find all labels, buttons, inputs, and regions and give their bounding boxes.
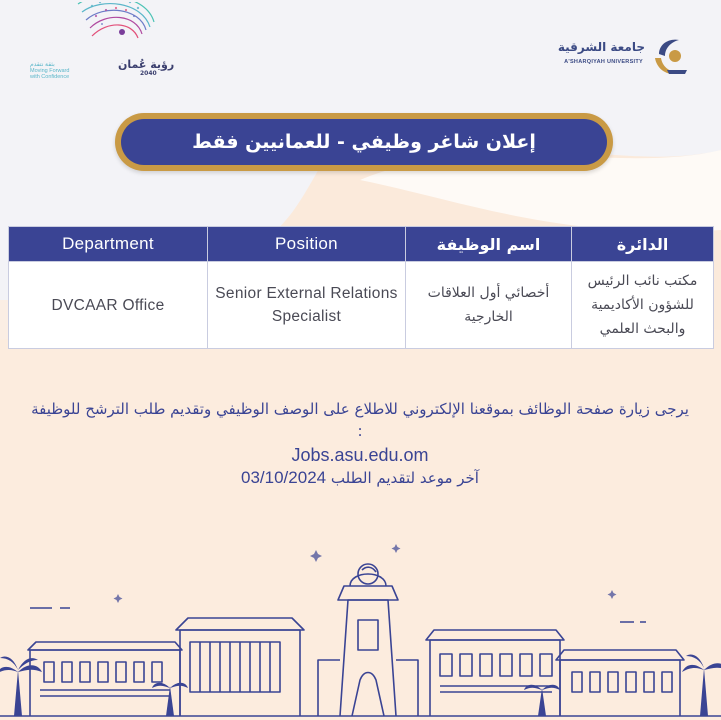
university-logo [555, 34, 695, 82]
deadline-label: آخر موعد لتقديم الطلب [330, 469, 479, 487]
vacancy-banner-title: إعلان شاغر وظيفي - للعمانيين فقط [192, 131, 536, 153]
vacancy-banner-inner [121, 119, 607, 165]
vision-tagline-en-1: Moving Forward [30, 68, 70, 74]
header-department-en: Department [9, 227, 208, 262]
vision-tagline-ar: بثقة نتقدم [30, 62, 55, 68]
vision-name: رؤية عُمان [118, 58, 175, 71]
campus-skyline-illustration [0, 530, 721, 720]
table-header-row [9, 227, 714, 262]
application-info [30, 398, 690, 489]
vision-tagline [30, 62, 82, 80]
university-emblem-icon [649, 34, 695, 80]
header-department-ar: الدائرة [572, 227, 714, 262]
cell-position-en: Senior External Relations Specialist [208, 262, 406, 349]
vacancy-table [8, 226, 714, 349]
oman-vision-logo [22, 2, 192, 86]
vision-tagline-en-2: with Confidence [30, 74, 70, 80]
vacancy-banner [115, 113, 613, 171]
cell-department-ar: مكتب نائب الرئيس للشؤون الأكاديمية والبحث العلمي [572, 262, 714, 349]
university-name-ar: جامعة الشرقية [557, 40, 645, 54]
header-position-ar: اسم الوظيفة [406, 227, 572, 262]
application-instructions: يرجى زيارة صفحة الوظائف بموقعنا الإلكتروني للاطلاع على الوصف الوظيفي وتقديم طلب الترشح للوظيفة : [31, 400, 689, 440]
table-row [9, 262, 714, 349]
deadline-date: 03/10/2024 [241, 468, 327, 487]
header-position-en: Position [208, 227, 406, 262]
vision-year: 2040 [140, 70, 157, 77]
jobs-url-link[interactable]: Jobs.asu.edu.om [291, 445, 429, 465]
deadline [30, 467, 690, 489]
cell-position-ar: أخصائي أول العلاقات الخارجية [406, 262, 572, 349]
cell-department-en: DVCAAR Office [9, 262, 208, 349]
university-name-en: A'SHARQIYAH UNIVERSITY [564, 59, 643, 65]
